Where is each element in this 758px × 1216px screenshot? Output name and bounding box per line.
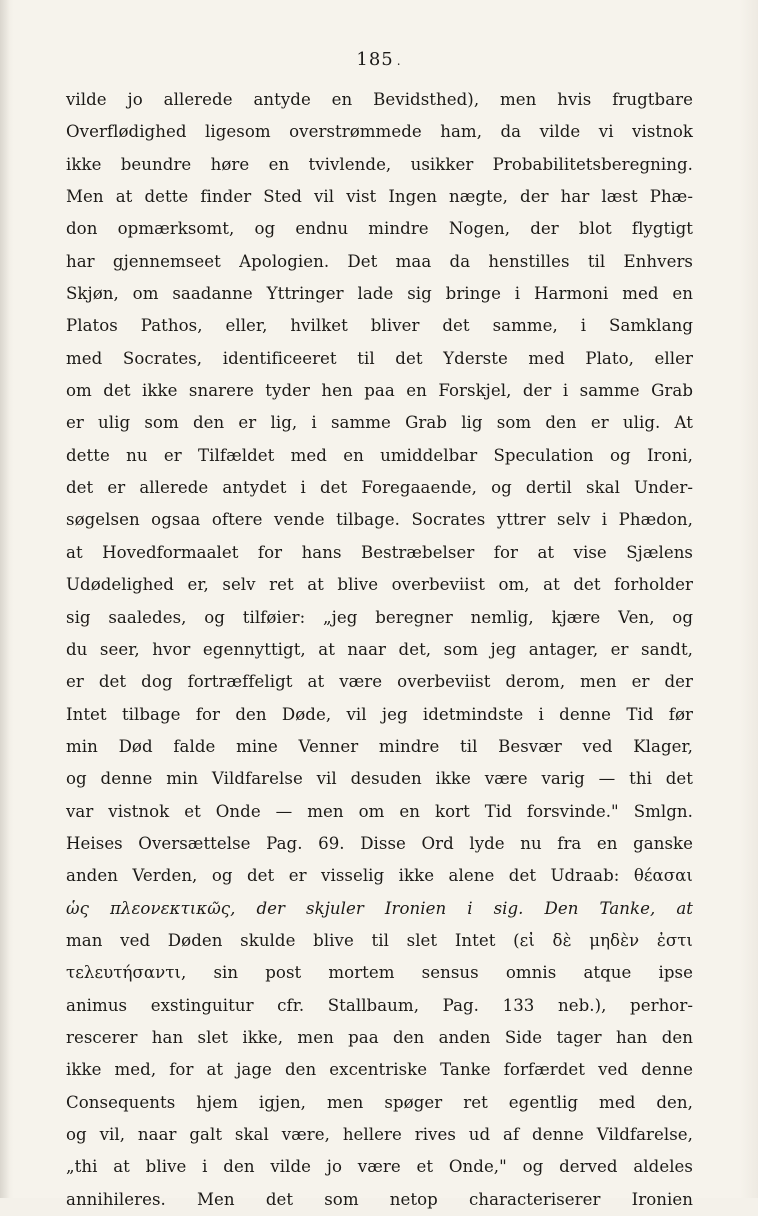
text-line: med Socrates, identificeeret til det Yderste med Plato, eller [66, 348, 693, 368]
text-line: anden Verden, og det er visselig ikke alene det Udraab: θέασαι [66, 866, 693, 886]
text-line: Skjøn, om saadanne Yttringer lade sig bringe i Harmoni med en [66, 284, 693, 304]
text-line: ikke med, for at jage den excentriske Tanke forfærdet ved denne [66, 1060, 693, 1080]
text-line: har gjennemseet Apologien. Det maa da henstilles til Enhvers [66, 251, 693, 271]
text-line: at Hovedformaalet for hans Bestræbelser for at vise Sjælens [66, 542, 693, 562]
text-line: er ulig som den er lig, i samme Grab lig som den er ulig. At [66, 413, 693, 433]
text-line: om det ikke snarere tyder hen paa en Forskjel, der i samme Grab [66, 381, 693, 401]
text-line: Overflødighed ligesom overstrømmede ham, da vilde vi vistnok [66, 122, 693, 142]
text-line: sig saaledes, og tilføier: „jeg beregner nemlig, kjære Ven, og [66, 607, 693, 627]
page-number [0, 49, 758, 70]
text-line: ikke beundre høre en tvivlende, usikker Probabilitetsberegning. [66, 154, 693, 174]
text-line: Platos Pathos, eller, hvilket bliver det samme, i Samklang [66, 316, 693, 336]
page-number-value: 185 [356, 49, 394, 70]
text-line: dette nu er Tilfældet med en umiddelbar Speculation og Ironi, [66, 445, 693, 465]
text-line: du seer, hvor egennyttigt, at naar det, som jeg antager, er sandt, [66, 639, 693, 659]
text-line: var vistnok et Onde — men om en kort Tid forsvinde." Smlgn. [66, 801, 693, 821]
text-line: don opmærksomt, og endnu mindre Nogen, der blot flygtigt [66, 219, 693, 239]
text-line: søgelsen ogsaa oftere vende tilbage. Socrates yttrer selv i Phædon, [66, 510, 693, 530]
text-line: man ved Døden skulde blive til slet Intet (εἰ δὲ μηδὲν ἐστι [66, 930, 693, 950]
binding-shadow [0, 0, 10, 1198]
text-line: Men at dette finder Sted vil vist Ingen nægte, der har læst Phæ- [66, 187, 693, 207]
page-number-mark: . [396, 54, 402, 68]
text-line: vilde jo allerede antyde en Bevidsthed), men hvis frugtbare [66, 90, 693, 109]
text-line: Consequents hjem igjen, men spøger ret egentlig med den, [66, 1092, 693, 1112]
body-text [66, 84, 693, 1216]
text-line: Udødelighed er, selv ret at blive overbeviist om, at det forholder [66, 575, 693, 595]
text-line: „thi at blive i den vilde jo være et Onde," og derved aldeles [66, 1157, 693, 1177]
text-line: rescerer han slet ikke, men paa den anden Side tager han den [66, 1027, 693, 1047]
text-line: og denne min Vildfarelse vil desuden ikke være varig — thi det [66, 769, 693, 789]
text-line: og vil, naar galt skal være, hellere rives ud af denne Vildfarelse, [66, 1125, 693, 1144]
text-line: Intet tilbage for den Døde, vil jeg idetmindste i denne Tid før [66, 704, 693, 724]
text-line: min Død falde mine Venner mindre til Besvær ved Klager, [66, 736, 693, 756]
text-line: τελευτήσαντι, sin post mortem sensus omnis atque ipse [66, 963, 693, 983]
text-line: Heises Oversættelse Pag. 69. Disse Ord lyde nu fra en ganske [66, 833, 693, 853]
text-line: ὡς πλεονεκτικῶς, der skjuler Ironien i sig. Den Tanke, at [66, 898, 693, 918]
text-line: animus exstinguitur cfr. Stallbaum, Pag. 133 neb.), perhor- [66, 995, 693, 1015]
text-line: det er allerede antydet i det Foregaaende, og dertil skal Under- [66, 478, 693, 498]
text-line: er det dog fortræffeligt at være overbeviist derom, men er der [66, 672, 693, 692]
text-line: annihileres. Men det som netop characteriserer Ironien [66, 1189, 693, 1209]
